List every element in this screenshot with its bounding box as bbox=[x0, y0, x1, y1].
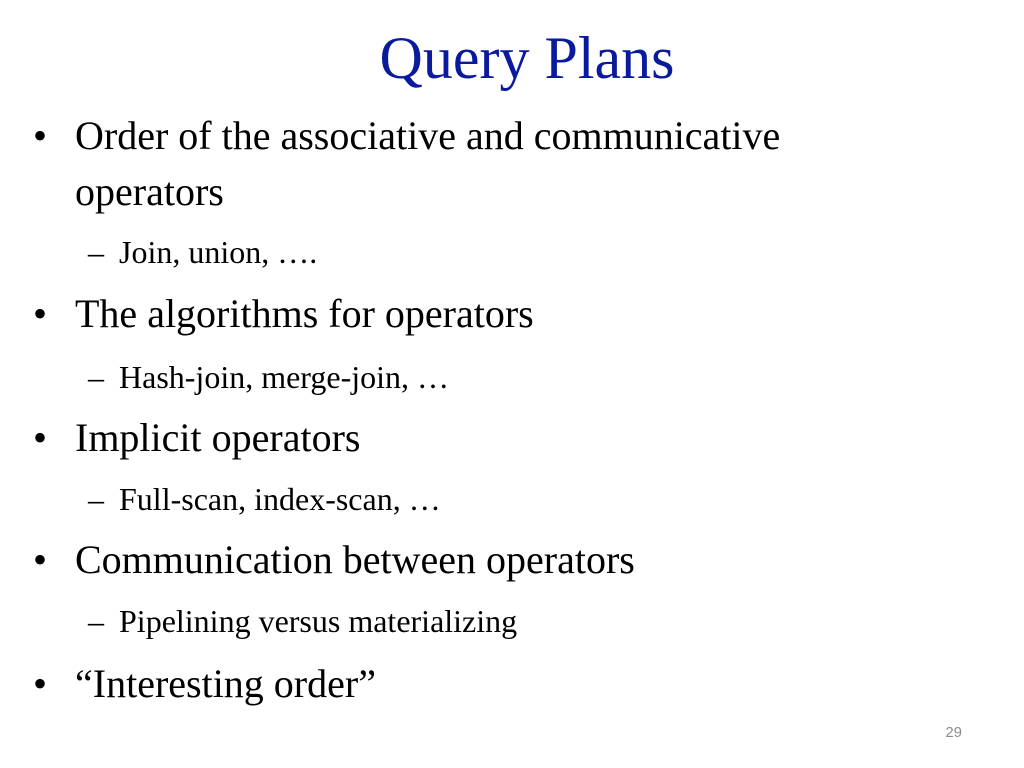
bullet-icon: • bbox=[33, 537, 48, 582]
sub-bullet-text: Full-scan, index-scan, … bbox=[119, 481, 441, 517]
bullet-text: Implicit operators bbox=[75, 415, 361, 460]
dash-icon: – bbox=[88, 359, 104, 395]
sub-bullet-text: Join, union, …. bbox=[119, 234, 318, 270]
slide-title: Query Plans bbox=[379, 25, 675, 91]
bullet-text: “Interesting order” bbox=[75, 661, 376, 706]
page-number: 29 bbox=[945, 724, 962, 741]
dash-icon: – bbox=[88, 603, 104, 639]
bullet-text: The algorithms for operators bbox=[75, 291, 534, 336]
bullet-icon: • bbox=[33, 415, 48, 460]
bullet-text-continued: operators bbox=[75, 169, 224, 214]
sub-bullet-text: Hash-join, merge-join, … bbox=[119, 359, 450, 395]
dash-icon: – bbox=[88, 481, 104, 517]
bullet-icon: • bbox=[33, 113, 48, 158]
bullet-icon: • bbox=[33, 291, 48, 336]
bullet-text: Order of the associative and communicative bbox=[75, 113, 781, 158]
bullet-text: Communication between operators bbox=[75, 537, 635, 582]
bullet-icon: • bbox=[33, 661, 48, 706]
sub-bullet-text: Pipelining versus materializing bbox=[119, 603, 518, 639]
dash-icon: – bbox=[88, 234, 104, 270]
